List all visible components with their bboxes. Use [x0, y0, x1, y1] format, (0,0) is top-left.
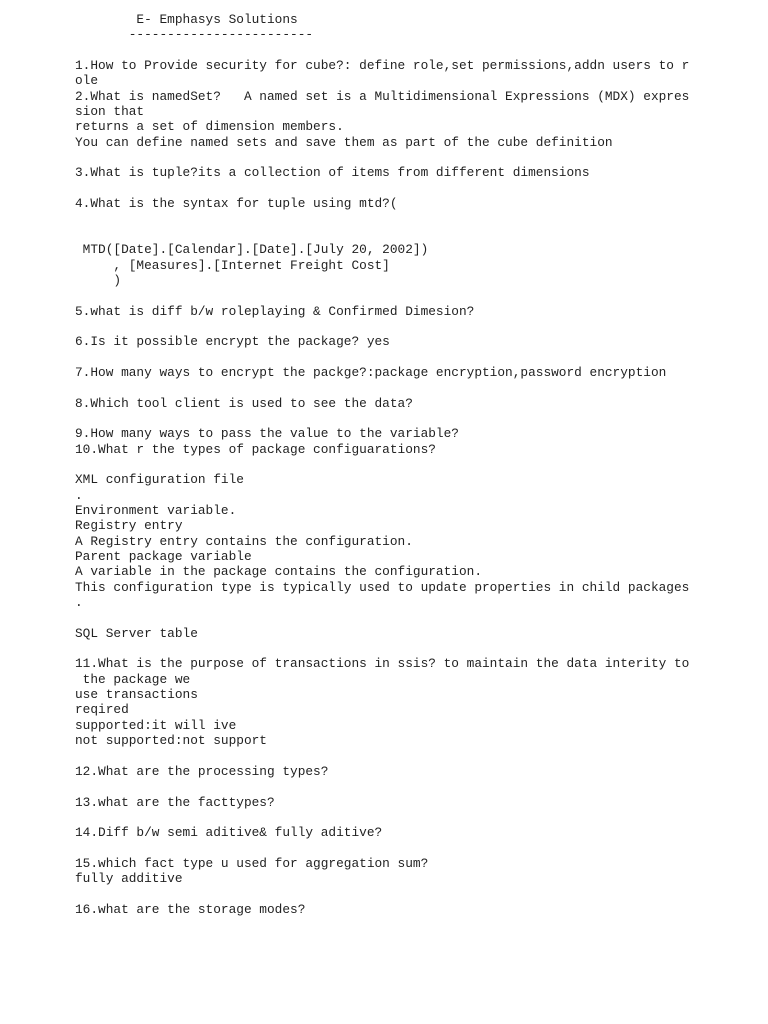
text-line: This configuration type is typically used to update properties in child packages [75, 579, 690, 595]
text-line: returns a set of dimension members. [75, 119, 344, 135]
text-line: , [Measures].[Internet Freight Cost] [75, 257, 390, 273]
text-line: 16.what are the storage modes? [75, 901, 306, 917]
text-line: 10.What r the types of package configuarations? [75, 441, 436, 457]
text-line: You can define named sets and save them as part of the cube definition [75, 134, 613, 150]
blank-line [75, 411, 689, 426]
text-line: fully additive [75, 871, 183, 887]
blank-line [75, 227, 689, 242]
text-line: not supported:not support [75, 733, 267, 749]
blank-line [75, 319, 689, 334]
text-line: use transactions [75, 687, 198, 703]
text-line: MTD([Date].[Calendar].[Date].[July 20, 2002]) [75, 242, 429, 258]
text-line: 2.What is namedSet? A named set is a Multidimensional Expressions (MDX) expres [75, 88, 690, 104]
blank-line [75, 150, 689, 165]
text-line: . [75, 487, 83, 503]
text-line: A variable in the package contains the configuration. [75, 564, 483, 580]
blank-line [75, 43, 689, 58]
text-line: ) [75, 272, 122, 288]
text-line: 7.How many ways to encrypt the packge?:package encryption,password encryption [75, 364, 667, 380]
blank-line [75, 887, 689, 902]
text-line: 11.What is the purpose of transactions in ssis? to maintain the data interity to [75, 656, 690, 672]
text-line: 6.Is it possible encrypt the package? yes [75, 334, 390, 350]
text-line: 4.What is the syntax for tuple using mtd?( [75, 196, 398, 212]
text-line: 3.What is tuple?its a collection of items from different dimensions [75, 165, 590, 181]
blank-line [75, 181, 689, 196]
text-line: 12.What are the processing types? [75, 763, 329, 779]
text-line: sion that [75, 104, 145, 120]
text-line: . [75, 595, 83, 611]
blank-line [75, 211, 689, 226]
text-line: supported:it will ive [75, 717, 237, 733]
blank-line [75, 841, 689, 856]
blank-line [75, 350, 689, 365]
blank-line [75, 380, 689, 395]
text-line: 15.which fact type u used for aggregation sum? [75, 855, 429, 871]
text-line: E- Emphasys Solutions [75, 12, 298, 27]
text-line: 1.How to Provide security for cube?: define role,set permissions,addn users to r [75, 58, 690, 74]
text-line: 13.what are the facttypes? [75, 794, 275, 810]
text-line: ole [75, 73, 99, 89]
text-line: 14.Diff b/w semi aditive& fully aditive? [75, 825, 383, 841]
text-line: XML configuration file [75, 472, 244, 488]
blank-line [75, 288, 689, 303]
blank-line [75, 457, 689, 472]
text-line: 8.Which tool client is used to see the data? [75, 395, 413, 411]
text-line: reqired [75, 702, 129, 718]
blank-line [75, 779, 689, 794]
blank-line [75, 641, 689, 656]
text-line: Registry entry [75, 518, 183, 534]
blank-line [75, 610, 689, 625]
text-line: A Registry entry contains the configuration. [75, 533, 413, 549]
document-text [75, 12, 689, 917]
text-line: 5.what is diff b/w roleplaying & Confirmed Dimesion? [75, 303, 475, 319]
text-line: ------------------------ [75, 27, 314, 43]
text-line: 9.How many ways to pass the value to the variable? [75, 426, 459, 442]
text-line: Environment variable. [75, 503, 237, 518]
blank-line [75, 810, 689, 825]
text-line: SQL Server table [75, 625, 198, 641]
text-line: the package we [75, 671, 191, 687]
text-line: Parent package variable [75, 549, 252, 565]
blank-line [75, 749, 689, 764]
